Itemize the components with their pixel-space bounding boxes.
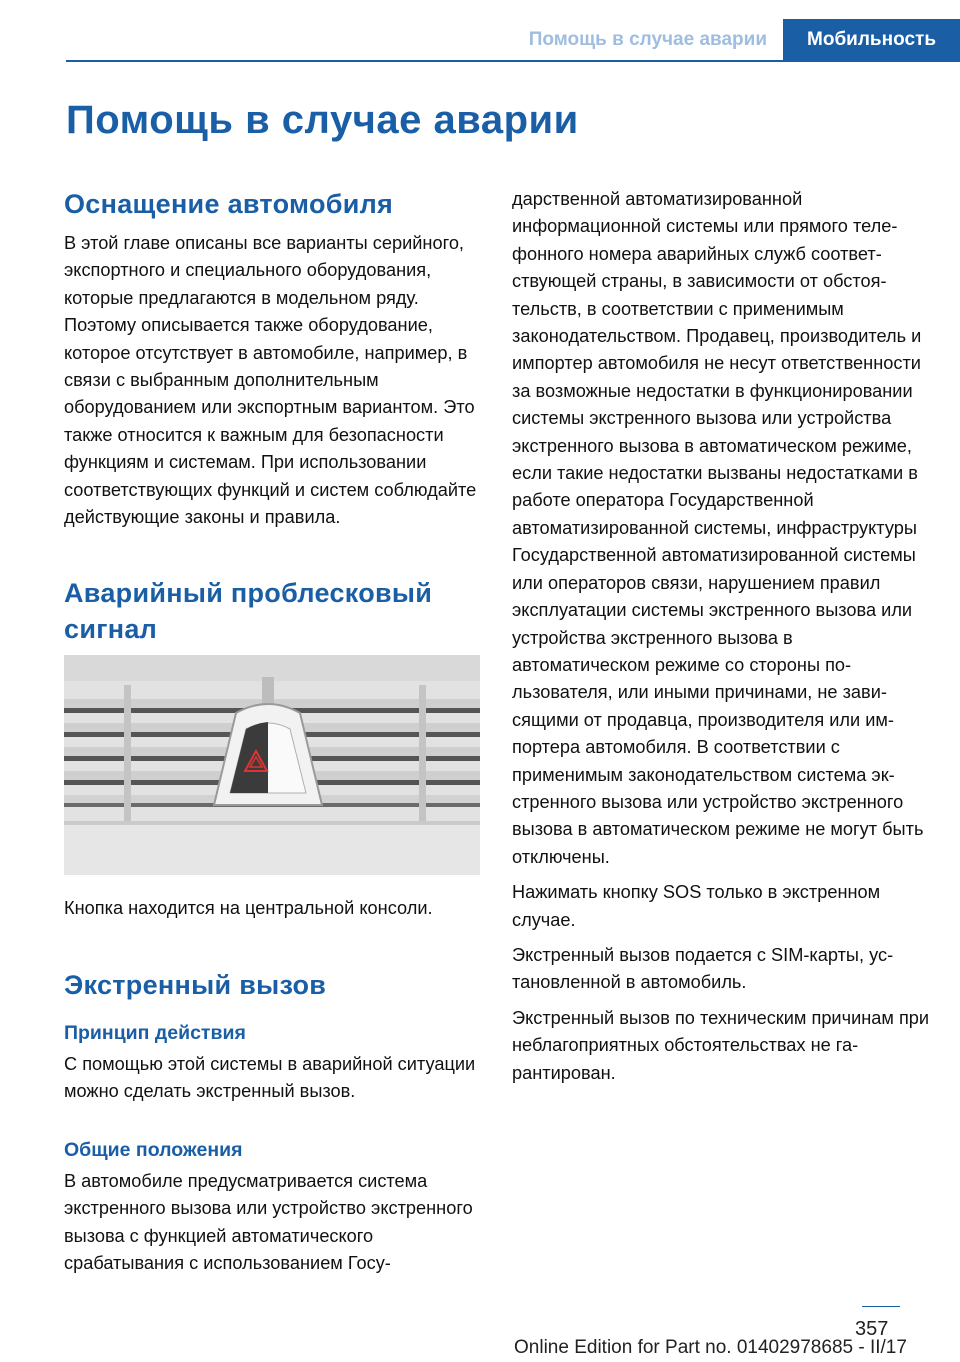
liability-text: дарственной автоматизированной информационной системы или прямого телефонного номера аварийных служб соответствующей страны, в зависимости от обстоятельств, в соответствии с применимым законодательством. Продавец, производитель и импортер автомобиля не несут ответственности за возможные недостатки в функционировании системы экстренного вызова или устройства экстренного вызова в автоматическом режиме, если такие недостатки вызваны недостатками в работе оператора Государственной автоматизированной системы, инфраструктуры Государственной автоматизированной системы или операторов связи, нарушением правил эксплуатации системы экстренного вызова или устройства экстренного вызова в автоматическом режиме со стороны пользователя, или иными причинами, не зависящими от продавца, производителя или импортера автомобиля. В соответствии с применимым законодательством система экстренного вызова или устройство экстренного вызова в автоматическом режиме не могут быть отключены. — [512, 189, 924, 867]
footer-edition: Online Edition for Part no. 01402978685 - II/17 — [514, 1337, 907, 1358]
breadcrumb: Помощь в случае аварии — [528, 29, 768, 50]
hazard-heading: Аварийный проблесковый сигнал — [64, 578, 433, 645]
equipment-heading: Оснащение автомобиля — [64, 189, 394, 219]
equipment-text: В этой главе описаны все варианты серийного, экспортного и специального оборудования, которые предлагаются в модельном ряду. Поэтому описывается также оборудование, которое отсутствует в автомобиле, например, в связи с выбранным дополнительным оборудованием или экспортным вариантом. Это также относится к важным для безопасности функциям и системам. При использовании соответствующих функций и систем соблюдайте действующие законы и правила. — [64, 233, 477, 528]
general-text: В автомобиле предусматривается система экстренного вызова или устройство экстренного вызова с функцией автоматического срабатывания с использованием Госу- — [64, 1170, 473, 1273]
page-number-rule — [862, 1306, 900, 1307]
page-title: Помощь в случае аварии — [66, 98, 579, 142]
header-rule — [66, 60, 960, 62]
running-header — [66, 19, 960, 61]
page-number: 357 — [855, 1318, 889, 1340]
section-tab: Мобильность — [783, 19, 960, 61]
hazard-button-photo — [64, 655, 480, 875]
emergency-call-heading: Экстренный вызов — [64, 969, 327, 1000]
figure-caption: Кнопка находится на центральной консоли. — [64, 898, 433, 919]
sim-card-text: Экстренный вызов подается с SIM-карты, установленной в автомобиль. — [512, 944, 894, 993]
principle-text: С помощью этой системы в аварийной ситуации можно сделать экстренный вызов. — [64, 1053, 476, 1102]
sos-usage-text: Нажимать кнопку SOS только в экстренном случае. — [512, 882, 881, 930]
general-heading: Общие положения — [64, 1138, 243, 1161]
left-column — [64, 186, 484, 1285]
right-column — [512, 186, 932, 1095]
principle-heading: Принцип действия — [64, 1021, 246, 1044]
no-guarantee-text: Экстренный вызов по техническим причинам при неблагоприятных обстоятельствах не гарантирован. — [512, 1007, 930, 1083]
